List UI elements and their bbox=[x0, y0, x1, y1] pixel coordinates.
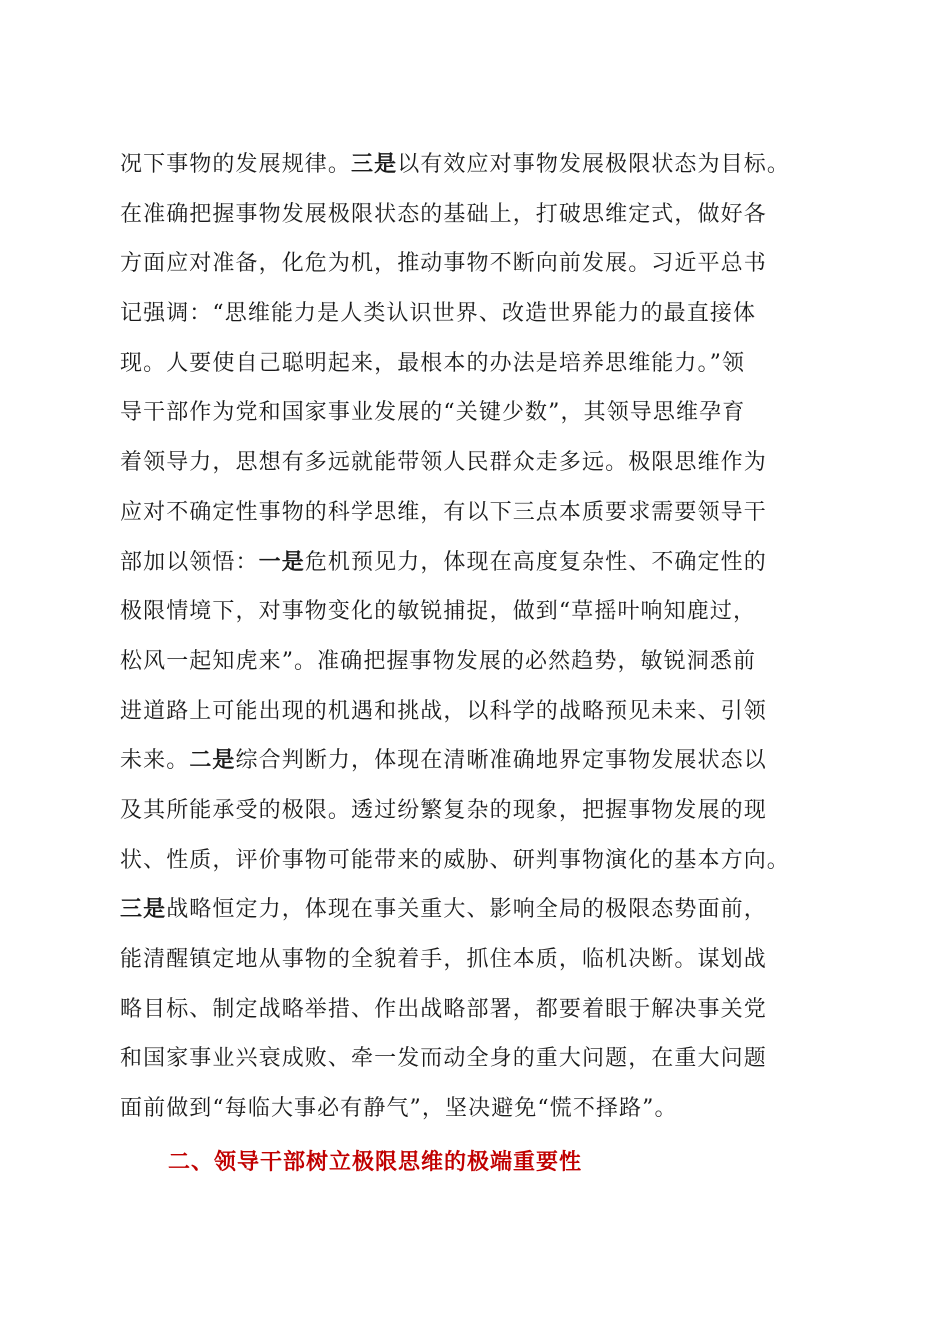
text-line bbox=[120, 885, 840, 935]
text-line bbox=[120, 140, 840, 190]
emphasis-text: 二是 bbox=[189, 748, 236, 774]
line-text: 未来。 bbox=[120, 748, 190, 774]
text-line bbox=[120, 836, 840, 886]
line-text: 现。人要使自己聪明起来，最根本的办法是培养思维能力。”领 bbox=[120, 350, 746, 376]
line-text: 综合判断力，体现在清晰准确地界定事物发展状态以 bbox=[235, 748, 767, 774]
line-text: 记强调：“思维能力是人类认识世界、改造世界能力的最直接体 bbox=[120, 301, 757, 327]
line-text: 着领导力，思想有多远就能带领人民群众走多远。极限思维作为 bbox=[120, 450, 767, 476]
line-text: 况下事物的发展规律。 bbox=[120, 152, 352, 177]
section-heading: 二、领导干部树立极限思维的极端重要性 bbox=[168, 1150, 583, 1175]
line-text: 进道路上可能出现的机遇和挑战，以科学的战略预见未来、引领 bbox=[120, 698, 767, 724]
line-text: 战略恒定力，体现在事关重大、影响全局的极限态势面前， bbox=[166, 897, 767, 923]
line-text: 以有效应对事物发展极限状态为目标。 bbox=[397, 152, 790, 177]
line-text: 部加以领悟： bbox=[120, 549, 259, 575]
text-line bbox=[120, 687, 840, 737]
text-line bbox=[120, 935, 840, 985]
line-text: 危机预见力，体现在高度复杂性、不确定性的 bbox=[304, 549, 767, 575]
text-line bbox=[120, 1084, 840, 1134]
line-text: 状、性质，评价事物可能带来的威胁、研判事物演化的基本方向。 bbox=[120, 847, 790, 873]
line-text: 极限情境下，对事物变化的敏锐捕捉，做到“草摇叶响知鹿过， bbox=[120, 599, 757, 625]
line-text: 及其所能承受的极限。透过纷繁复杂的现象，把握事物发展的现 bbox=[120, 797, 767, 823]
text-line bbox=[120, 736, 840, 786]
text-line bbox=[120, 1034, 840, 1084]
line-text: 略目标、制定战略举措、作出战略部署，都要着眼于解决事关党 bbox=[120, 996, 767, 1022]
text-line bbox=[120, 587, 840, 637]
body-paragraph bbox=[120, 140, 840, 1134]
text-line bbox=[120, 637, 840, 687]
text-line bbox=[120, 488, 840, 538]
emphasis-text: 一是 bbox=[258, 549, 305, 575]
line-text: 和国家事业兴衰成败、牵一发而动全身的重大问题，在重大问题 bbox=[120, 1046, 767, 1072]
line-text: 在准确把握事物发展极限状态的基础上，打破思维定式，做好各 bbox=[120, 201, 767, 227]
text-line bbox=[120, 786, 840, 836]
line-text: 方面应对准备，化危为机，推动事物不断向前发展。习近平总书 bbox=[120, 251, 767, 277]
emphasis-text: 三是 bbox=[351, 152, 398, 177]
text-line bbox=[120, 190, 840, 240]
line-text: 面前做到“每临大事必有静气”，坚决避免“慌不择路”。 bbox=[120, 1096, 678, 1122]
emphasis-text: 三是 bbox=[120, 897, 167, 923]
text-line bbox=[120, 538, 840, 588]
text-line bbox=[120, 289, 840, 339]
text-line bbox=[120, 239, 840, 289]
text-line bbox=[120, 388, 840, 438]
line-text: 应对不确定性事物的科学思维，有以下三点本质要求需要领导干 bbox=[120, 499, 767, 525]
line-text: 松风一起知虎来”。准确把握事物发展的必然趋势，敏锐洞悉前 bbox=[120, 648, 757, 674]
line-text: 导干部作为党和国家事业发展的“关键少数”，其领导思维孕育 bbox=[120, 400, 746, 426]
text-line bbox=[120, 985, 840, 1035]
text-line bbox=[120, 438, 840, 488]
text-line bbox=[120, 339, 840, 389]
line-text: 能清醒镇定地从事物的全貌着手，抓住本质，临机决断。谋划战 bbox=[120, 947, 767, 972]
